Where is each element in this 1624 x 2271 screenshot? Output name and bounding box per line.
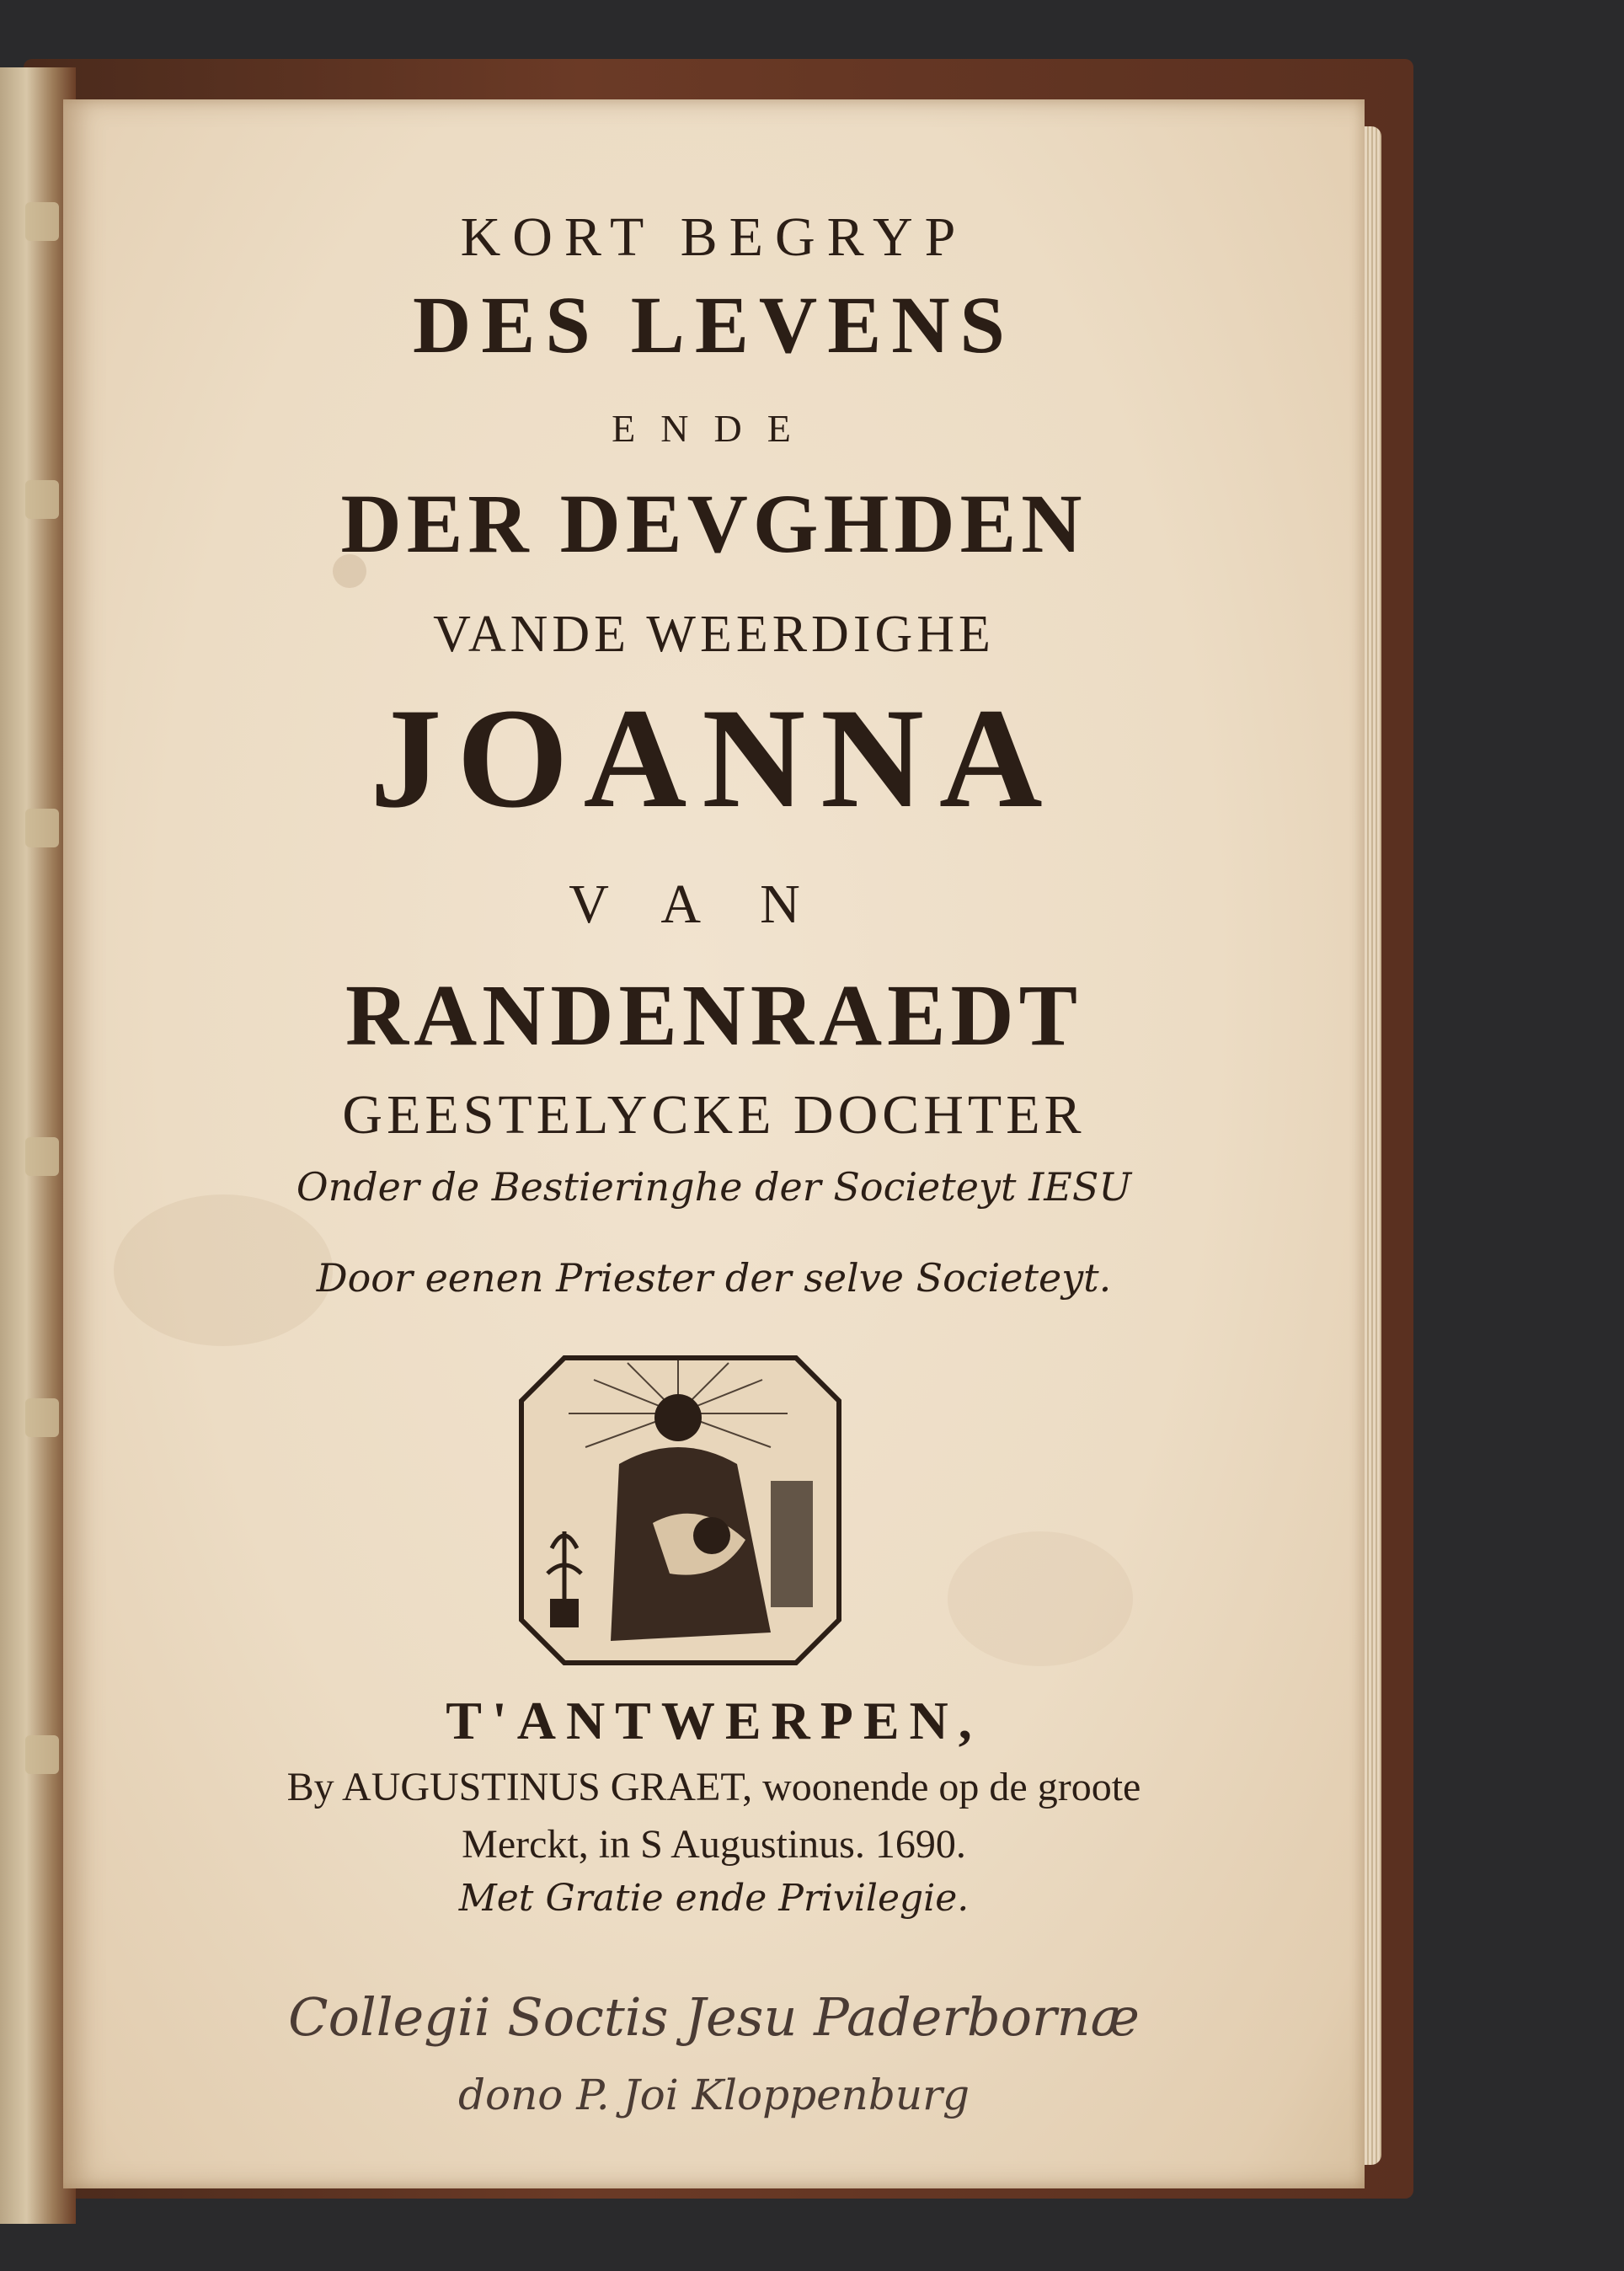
- title-line-kort-begryp: KORT BEGRYP: [460, 206, 968, 268]
- binding-stitch: [25, 1398, 59, 1437]
- binding-stitch: [25, 480, 59, 519]
- binding-stitch: [25, 1137, 59, 1176]
- title-line-geestelycke-dochter: GEESTELYCKE DOCHTER: [342, 1084, 1086, 1146]
- binding-stitch: [25, 202, 59, 241]
- binding-stitch: [25, 1735, 59, 1774]
- ownership-inscription-line2: dono P. Joi Kloppenburg: [457, 2071, 970, 2119]
- title-line-ende: ENDE: [612, 407, 816, 450]
- imprint-place: T'ANTWERPEN,: [446, 1691, 982, 1750]
- ownership-inscription-line1: Collegii Soctis Jesu Paderbornæ: [288, 1986, 1140, 2048]
- title-line-onder-de-bestieringhe: Onder de Bestieringhe der Societeyt IESU: [296, 1164, 1132, 1210]
- imprint-address-date: Merckt, in S Augustinus. 1690.: [462, 1822, 966, 1867]
- title-line-des-levens: DES LEVENS: [413, 280, 1015, 370]
- imprint-privilege: Met Gratie ende Privilegie.: [458, 1877, 970, 1920]
- paper-stain: [948, 1531, 1133, 1666]
- woodcut-madonna-and-child: [518, 1355, 842, 1666]
- title-line-der-deughden: DER DEVGHDEN: [340, 477, 1087, 570]
- title-line-randenraedt: RANDENRAEDT: [345, 967, 1082, 1064]
- title-line-door-eenen-priester: Door eenen Priester der selve Societeyt.: [316, 1255, 1112, 1301]
- title-line-vande-weerdighe: VANDE WEERDIGHE: [433, 606, 995, 663]
- title-line-joanna: JOANNA: [370, 679, 1058, 837]
- imprint-publisher: By AUGUSTINUS GRAET, woonende op de groote: [286, 1765, 1141, 1809]
- title-line-van: VAN: [569, 874, 859, 935]
- binding-stitch: [25, 809, 59, 847]
- title-page: [63, 99, 1365, 2188]
